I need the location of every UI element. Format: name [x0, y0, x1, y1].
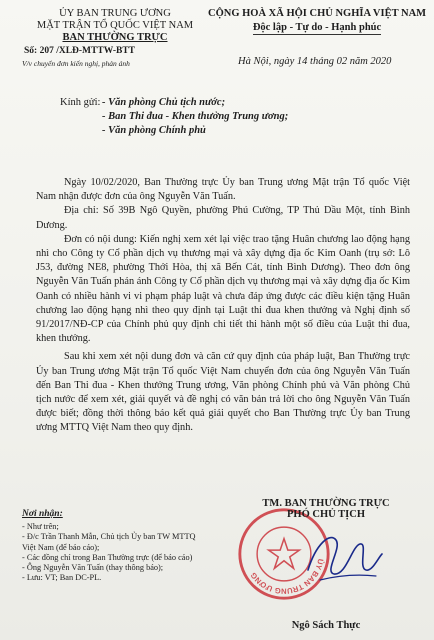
addressees	[60, 96, 288, 138]
receiver-item: - Như trên;	[22, 522, 59, 531]
body-paragraph: Địa chỉ: Số 39B Ngô Quyền, phường Phú Cường, TP Thủ Dầu Một, tỉnh Bình Dương.	[36, 205, 410, 231]
org-line-3: BAN THƯỜNG TRỰC	[62, 32, 168, 43]
issuing-organization-header	[22, 8, 208, 44]
addressee-label: Kính gửi:	[60, 97, 101, 108]
national-motto-header	[208, 8, 426, 35]
nation-title: CỘNG HOÀ XÃ HỘI CHỦ NGHĨA VIỆT NAM	[208, 8, 427, 19]
receiver-item: - Đ/c Trần Thanh Mẫn, Chủ tịch Ủy ban TW MTTQ Việt Nam (để báo cáo);	[22, 532, 196, 552]
signer-title: PHÓ CHỦ TỊCH	[287, 509, 365, 520]
signer-authority: TM. BAN THƯỜNG TRỰC	[262, 498, 390, 509]
signer-name: Ngô Sách Thực	[291, 620, 361, 631]
receivers-list	[22, 522, 206, 584]
org-line-1: ỦY BAN TRUNG ƯƠNG	[59, 8, 171, 19]
receiver-item: - Lưu: VT; Ban DC-PL.	[22, 573, 102, 583]
receiver-item: - Ông Nguyễn Văn Tuấn (thay thông báo);	[22, 563, 164, 573]
receivers-title: Nơi nhận:	[22, 509, 63, 519]
body-paragraph: Ngày 10/02/2020, Ban Thường trực Ủy ban Trung ương Mặt trận Tổ quốc Việt Nam nhận được đơn của ông Nguyễn Văn Tuấn.	[36, 177, 410, 203]
org-line-2: MẶT TRẬN TỔ QUỐC VIỆT NAM	[36, 20, 194, 31]
addressee-item: - Văn phòng Chủ tịch nước;	[102, 97, 226, 108]
receiver-item: - Các đồng chí trong Ban Thường trực (để báo cáo)	[22, 552, 193, 562]
document-date: Hà Nội, ngày 14 tháng 02 năm 2020	[238, 56, 392, 67]
handwritten-signature-icon	[290, 514, 390, 598]
letter-body	[36, 176, 410, 436]
body-paragraph: Đơn có nội dung: Kiến nghị xem xét lại việc trao tặng Huân chương lao động hạng nhì cho Công ty Cổ phần dịch vụ thương mại và xây dựng địa ốc Kim Oanh (trụ sở: Lô J53, đường NE8, phường Thới Hòa, thị xã Bến Cát, tỉnh Bình Dương). Theo đơn ông Nguyễn Văn Tuấn phản ánh Công ty Cổ phần dịch vụ thương mại và xây dựng địa ốc Kim Oanh có nhiều hành vi vi phạm pháp luật và chưa đáp ứng được các điều kiện tặng Huân chương lao động hạng nhì theo quy định tại Luật thi đua khen thưởng và Nghị định số 91/2017/NĐ-CP của Chính phủ quy định chi tiết thi hành một số điều của Luật thi đua, khen thưởng.	[36, 233, 410, 345]
document-subject: V/v chuyển đơn kiến nghị, phản ánh	[22, 59, 130, 68]
document-number: Số: 207 /XLĐ-MTTW-BTT	[24, 46, 136, 56]
addressee-item: - Ban Thi đua - Khen thưởng Trung ương;	[102, 111, 289, 122]
body-paragraph: Sau khi xem xét nội dung đơn và căn cứ quy định của pháp luật, Ban Thường trực Ủy ban Trung ương Mặt trận Tổ quốc Việt Nam chuyển đơn của ông Nguyễn Văn Tuấn đến Ban Thi đua - Khen thưởng Trung ương, Văn phòng Chính phủ và Văn phòng Chủ tịch nước để xem xét, giải quyết và đề nghị có văn bản trả lời cho ông Nguyễn Văn Tuấn được biết; đồng thời thông báo kết quả giải quyết cho Ban Thường trực Ủy ban Trung ương MTTQ Việt Nam theo quy định.	[36, 351, 410, 434]
nation-motto: Độc lập - Tự do - Hạnh phúc	[252, 22, 382, 33]
addressee-item: - Văn phòng Chính phủ	[102, 125, 206, 136]
seal-text: ỦY BAN TRUNG ƯƠNG	[248, 557, 326, 596]
